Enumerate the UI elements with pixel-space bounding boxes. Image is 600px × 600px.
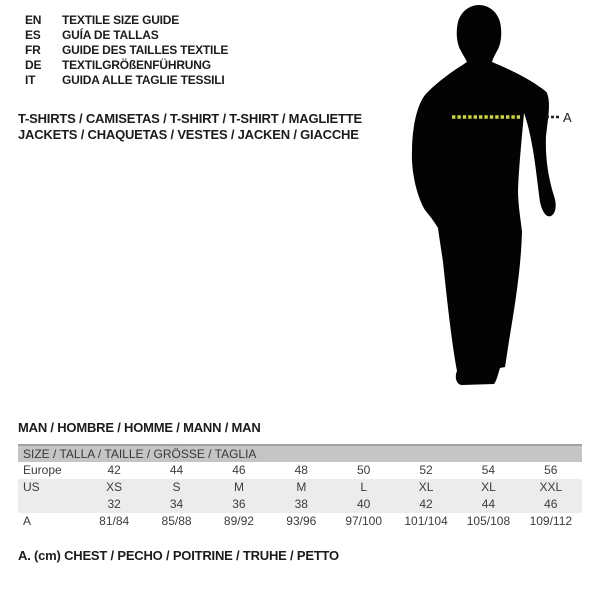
lang-label: TEXTILE SIZE GUIDE — [62, 13, 180, 27]
size-cell: 44 — [169, 463, 184, 477]
size-table-header: SIZE / TALLA / TAILLE / GRÖSSE / TAGLIA — [18, 444, 582, 462]
size-cell: XXL — [539, 480, 563, 494]
row-label: Europe — [23, 463, 62, 477]
chest-footnote: A. (cm) CHEST / PECHO / POITRINE / TRUHE / PETTO — [18, 548, 339, 563]
size-row-europe — [18, 462, 582, 479]
size-cell: 40 — [357, 497, 371, 511]
size-cell: M — [233, 480, 244, 494]
lang-code: EN — [25, 13, 42, 27]
size-cell: 85/88 — [161, 514, 192, 528]
lang-label: GUIDA ALLE TAGLIE TESSILI — [62, 73, 225, 87]
size-cell: 50 — [357, 463, 371, 477]
size-table — [18, 444, 582, 530]
size-cell: 42 — [419, 497, 433, 511]
size-row-us — [18, 479, 582, 496]
man-silhouette — [412, 5, 556, 385]
lang-code: DE — [25, 58, 42, 72]
size-row-chest — [18, 513, 582, 530]
measure-label-a: A — [563, 110, 572, 125]
size-cell: 56 — [544, 463, 558, 477]
size-cell: 38 — [294, 497, 308, 511]
lang-label: GUIDE DES TAILLES TEXTILE — [62, 43, 229, 57]
row-label: A — [23, 514, 32, 528]
size-cell: 36 — [232, 497, 246, 511]
size-cell: 46 — [232, 463, 246, 477]
lang-code: ES — [25, 28, 41, 42]
size-cell: L — [360, 480, 368, 494]
size-row-numeric — [18, 496, 582, 513]
lang-label: TEXTILGRÖßENFÜHRUNG — [62, 58, 211, 72]
size-cell: 89/92 — [223, 514, 254, 528]
size-cell: 34 — [169, 497, 184, 511]
size-cell: 97/100 — [345, 514, 383, 528]
size-cell: M — [296, 480, 307, 494]
size-cell: 32 — [107, 497, 121, 511]
size-cell: 101/104 — [404, 514, 448, 528]
size-cell: 105/108 — [466, 514, 511, 528]
size-cell: 93/96 — [286, 514, 317, 528]
section-title-man: MAN / HOMBRE / HOMME / MANN / MAN — [18, 420, 261, 435]
size-cell: XL — [418, 480, 434, 494]
category-jackets: JACKETS / CHAQUETAS / VESTES / JACKEN / GIACCHE — [18, 126, 359, 142]
lang-code: IT — [25, 73, 36, 87]
size-cell: 109/112 — [529, 514, 573, 528]
size-cell: 46 — [544, 497, 558, 511]
size-cell: 48 — [294, 463, 308, 477]
category-tshirts: T-SHIRTS / CAMISETAS / T-SHIRT / T-SHIRT / MAGLIETTE — [18, 111, 362, 126]
size-cell: 52 — [419, 463, 433, 477]
size-cell: 54 — [481, 463, 496, 477]
size-cell: S — [172, 480, 181, 494]
size-cell: 42 — [107, 463, 121, 477]
size-cell: XS — [106, 480, 123, 494]
row-label: US — [23, 480, 40, 494]
row-label — [18, 496, 83, 513]
size-cell: 81/84 — [99, 514, 130, 528]
lang-code: FR — [25, 43, 41, 57]
lang-label: GUÍA DE TALLAS — [62, 28, 159, 42]
size-cell: 44 — [481, 497, 496, 511]
size-cell: XL — [481, 480, 496, 494]
